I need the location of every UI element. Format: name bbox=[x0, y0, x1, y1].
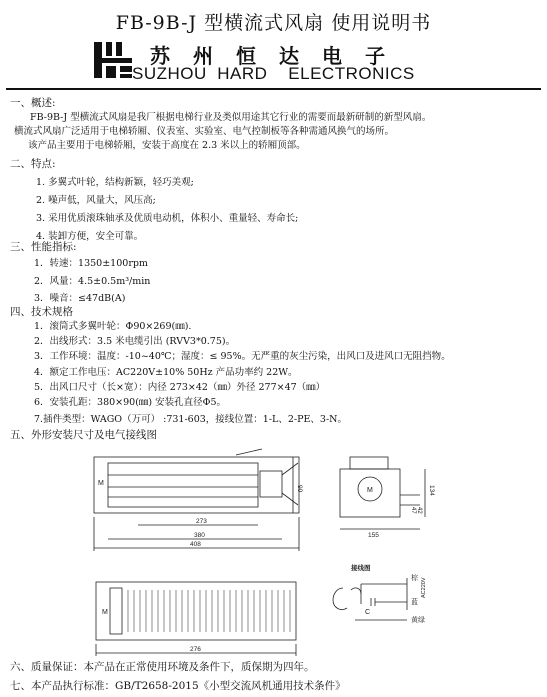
dim-label: 408 bbox=[190, 541, 201, 548]
overview-line: FB-9B-J 型横流式风扇是我厂根据电梯行业及类似用途其它行业的需要而最新研制的新型风扇。 bbox=[30, 112, 432, 123]
feature-item: 2. 噪声低，风量大，风压高; bbox=[36, 195, 156, 206]
feature-item: 1. 多翼式叶轮，结构新颖，轻巧美观; bbox=[36, 177, 194, 188]
wiring-title: 接线图 bbox=[351, 565, 371, 572]
voltage-label: AC220V bbox=[421, 577, 427, 598]
drawing-heading: 五、外形安装尺寸及电气接线图 bbox=[10, 429, 157, 441]
overview-line: 横流式风扇广泛适用于电梯轿厢、仪表室、实验室、电气控制板等各种需通风换气的场所。 bbox=[14, 126, 395, 137]
overview-line: 该产品主要用于电梯轿厢，安装于高度在 2.3 米以上的轿厢顶部。 bbox=[28, 140, 306, 151]
wiring-diagram bbox=[315, 560, 450, 638]
specs-heading: 四、技术规格 bbox=[10, 306, 73, 318]
dim-label: 90 bbox=[296, 485, 303, 493]
wire-green-label: 黄绿 bbox=[411, 617, 425, 624]
dim-label: 276 bbox=[190, 646, 201, 653]
performance-item: 3．噪音：≤47dB(A) bbox=[34, 293, 126, 304]
spec-item: 2．出线形式：3.5 米电缆引出 (RVV3*0.75)。 bbox=[34, 336, 236, 347]
motor-label: M bbox=[367, 487, 373, 494]
dim-label: 47 bbox=[410, 507, 416, 514]
performance-item: 1．转速：1350±100rpm bbox=[34, 258, 148, 269]
dim-label: 380 bbox=[194, 532, 205, 539]
overview-heading: 一、概述: bbox=[10, 97, 56, 109]
header-rule bbox=[6, 88, 541, 90]
feature-item: 3. 采用优质滚珠轴承及优质电动机，体积小、重量轻、寿命长; bbox=[36, 213, 299, 224]
wire-brown-label: 棕 bbox=[411, 575, 418, 582]
document-title: FB-9B-J 型横流式风扇 使用说明书 bbox=[115, 12, 432, 34]
front-view-drawing bbox=[86, 445, 316, 557]
company-name-en: SUZHOU HARD ELECTRONICS bbox=[132, 64, 415, 83]
spec-item: 1．滚筒式多翼叶轮：Φ90×269(㎜). bbox=[34, 321, 192, 332]
dim-label: 42 bbox=[416, 507, 422, 514]
spec-item: 5．出风口尺寸（长×宽）：内径 273×42（㎜）外径 277×47（㎜） bbox=[34, 382, 326, 393]
spec-item: 6．安装孔距：380×90(㎜) 安装孔直径Φ5。 bbox=[34, 397, 226, 408]
company-name-cn: 苏州恒达电子 bbox=[150, 44, 408, 68]
motor-label: M bbox=[98, 480, 104, 487]
side-view-drawing bbox=[330, 445, 448, 537]
standard-statement: 七、本产品执行标准：GB/T2658-2015《小型交流风机通用技术条件》 bbox=[10, 680, 346, 692]
features-heading: 二、特点: bbox=[10, 158, 56, 170]
top-view-drawing bbox=[86, 568, 308, 660]
performance-heading: 三、性能指标: bbox=[10, 241, 77, 253]
wire-blue-label: 蓝 bbox=[411, 599, 418, 606]
spec-item: 3．工作环境：温度：-10~40℃；湿度：≤ 95%。无严重的灰尘污染，出风口及进风口无阻挡物。 bbox=[34, 351, 451, 362]
dim-label: 273 bbox=[196, 518, 207, 525]
spec-item: 7.插件类型：WAGO（万可） :731-603，接线位置：1-L、2-PE、3-N。 bbox=[34, 414, 347, 425]
company-logo-icon bbox=[92, 40, 134, 80]
dim-label: 134 bbox=[428, 485, 435, 496]
feature-item: 4. 装卸方便，安全可靠。 bbox=[36, 231, 144, 242]
spec-item: 4．额定工作电压：AC220V±10% 50Hz 产品功率约 22W。 bbox=[34, 367, 298, 378]
performance-item: 2．风量：4.5±0.5m³/min bbox=[34, 276, 151, 287]
quality-statement: 六、质量保证：本产品在正常使用环境及条件下，质保期为四年。 bbox=[10, 661, 315, 673]
motor-label: M bbox=[102, 609, 108, 616]
dim-label: 155 bbox=[368, 532, 379, 537]
capacitor-label: C bbox=[365, 609, 371, 616]
